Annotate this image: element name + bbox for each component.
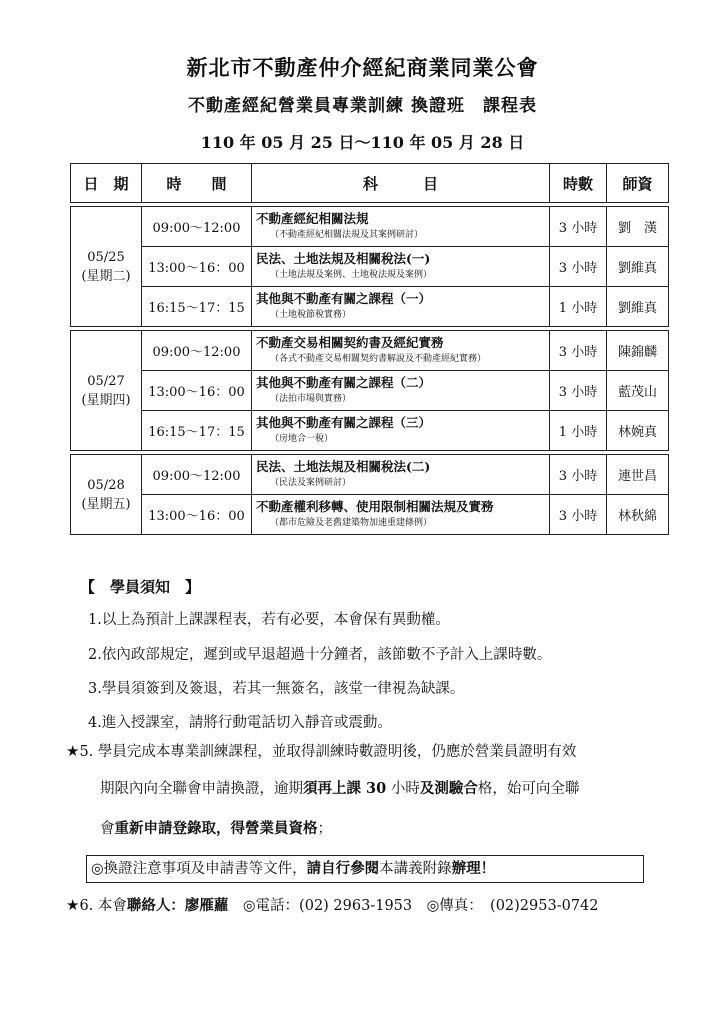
day-date: 05/25 xyxy=(87,249,125,265)
table-row xyxy=(71,207,669,247)
session-hours: 3 小時 xyxy=(550,331,607,371)
contact-fax: ◎傳真： (02)2953-0742 xyxy=(412,898,599,914)
session-hours: 1 小時 xyxy=(550,287,607,327)
note-item: 2.依內政部規定，遲到或早退超過十分鐘者，該節數不予計入上課時數。 xyxy=(88,647,552,663)
session-hours: 3 小時 xyxy=(550,247,607,287)
box-text-b: 請自行參閱 xyxy=(306,860,380,877)
note-5-line1: 5. 學員完成本專業訓練課程，並取得訓練時數證明後，仍應於營業員證明有效 xyxy=(79,744,577,760)
notes-heading: 【 學員須知 】 xyxy=(80,578,201,596)
day-date: 05/28 xyxy=(87,477,125,493)
session-subject-cell xyxy=(252,287,550,327)
table-row xyxy=(71,455,669,495)
session-teacher: 連世昌 xyxy=(607,455,669,495)
note-item-6 xyxy=(66,894,599,915)
session-teacher: 林婉真 xyxy=(607,411,669,451)
session-detail: （都市危險及老舊建築物加速重建條例） xyxy=(270,517,433,528)
box-text-d: 辦理！ xyxy=(451,860,496,877)
session-hours: 1 小時 xyxy=(550,411,607,451)
session-subject: 其他與不動產有關之課程（一） xyxy=(256,290,432,306)
session-teacher: 藍茂山 xyxy=(607,371,669,411)
session-subject-cell xyxy=(252,331,550,371)
star-icon: ★ xyxy=(66,742,80,760)
session-time: 16:15～17：15 xyxy=(142,411,252,451)
table-row xyxy=(71,411,669,451)
session-detail: （土地法規及案例、土地稅法規及案例） xyxy=(270,269,433,280)
star-icon: ★ xyxy=(66,896,80,914)
session-hours: 3 小時 xyxy=(550,371,607,411)
day-date-cell xyxy=(71,207,142,327)
date-range: 110 年 05 月 25 日～110 年 05 月 28 日 xyxy=(200,133,525,152)
note-5-line2-b: 須再上課 30 xyxy=(303,780,387,797)
col-teacher: 師資 xyxy=(607,164,669,203)
session-teacher: 陳錦麟 xyxy=(607,331,669,371)
note-5-line2-c: 小時 xyxy=(386,781,420,797)
note-5-line2-a: 期限內向全聯會申請換證，逾期 xyxy=(100,781,303,797)
session-subject: 民法、土地法規及相關稅法(一) xyxy=(256,250,431,266)
day-date-cell xyxy=(71,455,142,535)
session-subject: 不動產經紀相關法規 xyxy=(256,210,369,226)
session-hours: 3 小時 xyxy=(550,455,607,495)
note-5-line3-a: 會 xyxy=(100,821,115,837)
session-subject: 不動產權利移轉、使用限制相關法規及實務 xyxy=(256,498,494,514)
table-row xyxy=(71,331,669,371)
table-header-row xyxy=(71,164,669,203)
col-time: 時 間 xyxy=(142,164,252,203)
session-detail: （各式不動產交易相關契約書解說及不動產經紀實務） xyxy=(270,353,487,364)
table-row xyxy=(71,247,669,287)
org-title: 新北市不動產仲介經紀商業同業公會 xyxy=(186,55,539,80)
session-subject-cell xyxy=(252,411,550,451)
session-time: 16:15～17：15 xyxy=(142,287,252,327)
session-time: 13:00～16：00 xyxy=(142,495,252,535)
session-time: 09:00～12:00 xyxy=(142,331,252,371)
session-teacher: 劉維真 xyxy=(607,247,669,287)
session-subject-cell xyxy=(252,455,550,495)
col-hours: 時數 xyxy=(550,164,607,203)
table-row xyxy=(71,371,669,411)
session-detail: （民法及案例研討） xyxy=(270,477,352,488)
course-title: 不動產經紀營業員專業訓練 換證班 課程表 xyxy=(188,96,537,116)
session-teacher: 林秋綿 xyxy=(607,495,669,535)
session-detail: （房地合一稅） xyxy=(270,433,334,444)
box-text-c: 本講義附錄 xyxy=(379,861,452,877)
day-weekday: (星期五) xyxy=(81,496,131,512)
session-subject-cell xyxy=(252,247,550,287)
note-6-label: 6. 本會 xyxy=(79,898,127,914)
session-hours: 3 小時 xyxy=(550,207,607,247)
col-date: 日 期 xyxy=(71,164,142,203)
session-subject-cell xyxy=(252,495,550,535)
session-time: 09:00～12:00 xyxy=(142,207,252,247)
note-5-line3-b: 重新申請登錄取，得營業員資格 xyxy=(114,820,318,837)
session-subject-cell xyxy=(252,371,550,411)
note-item: 3.學員須簽到及簽退，若其一無簽名，該堂一律視為缺課。 xyxy=(88,681,465,697)
table-row xyxy=(71,287,669,327)
contact-phone: ◎電話：(02) 2963-1953 xyxy=(228,898,413,914)
note-item-5 xyxy=(66,740,576,761)
session-hours: 3 小時 xyxy=(550,495,607,535)
session-subject: 不動產交易相關契約書及經紀實務 xyxy=(256,334,444,350)
day-weekday: (星期二) xyxy=(81,268,131,284)
note-5-line3 xyxy=(100,817,332,838)
note-5-line2 xyxy=(100,777,579,798)
note-item: 4.進入授課室，請將行動電話切入靜音或震動。 xyxy=(88,715,392,731)
day-date-cell xyxy=(71,331,142,451)
note-5-line2-e: 格，始可向全聯 xyxy=(477,781,580,797)
session-teacher: 劉 漢 xyxy=(607,207,669,247)
session-detail: （法拍市場與實務） xyxy=(270,393,352,404)
session-subject: 其他與不動產有關之課程（二） xyxy=(256,374,432,390)
session-time: 13:00～16：00 xyxy=(142,247,252,287)
contact-person: 聯絡人：廖雁蘿 xyxy=(126,897,229,914)
day-weekday: (星期四) xyxy=(81,392,131,408)
note-5-line2-d: 及測驗合 xyxy=(419,780,478,797)
day-date: 05/27 xyxy=(87,373,125,389)
note-item: 1.以上為預計上課課程表，若有必要，本會保有異動權。 xyxy=(88,612,450,628)
table-row xyxy=(71,495,669,535)
box-text-a: ◎換證注意事項及申請書等文件， xyxy=(91,861,307,877)
note-5-line3-c: ； xyxy=(317,821,332,837)
col-subject: 科 目 xyxy=(252,164,550,203)
schedule-table xyxy=(70,163,669,535)
session-subject: 其他與不動產有關之課程（三） xyxy=(256,414,432,430)
session-detail: （土地稅節稅實務） xyxy=(270,309,352,320)
session-subject: 民法、土地法規及相關稅法(二) xyxy=(256,458,431,474)
session-teacher: 劉維真 xyxy=(607,287,669,327)
session-time: 09:00～12:00 xyxy=(142,455,252,495)
appendix-notice-box xyxy=(86,855,644,883)
session-time: 13:00～16：00 xyxy=(142,371,252,411)
session-detail: （不動產經紀相關法規及其案例研討） xyxy=(270,229,424,240)
session-subject-cell xyxy=(252,207,550,247)
